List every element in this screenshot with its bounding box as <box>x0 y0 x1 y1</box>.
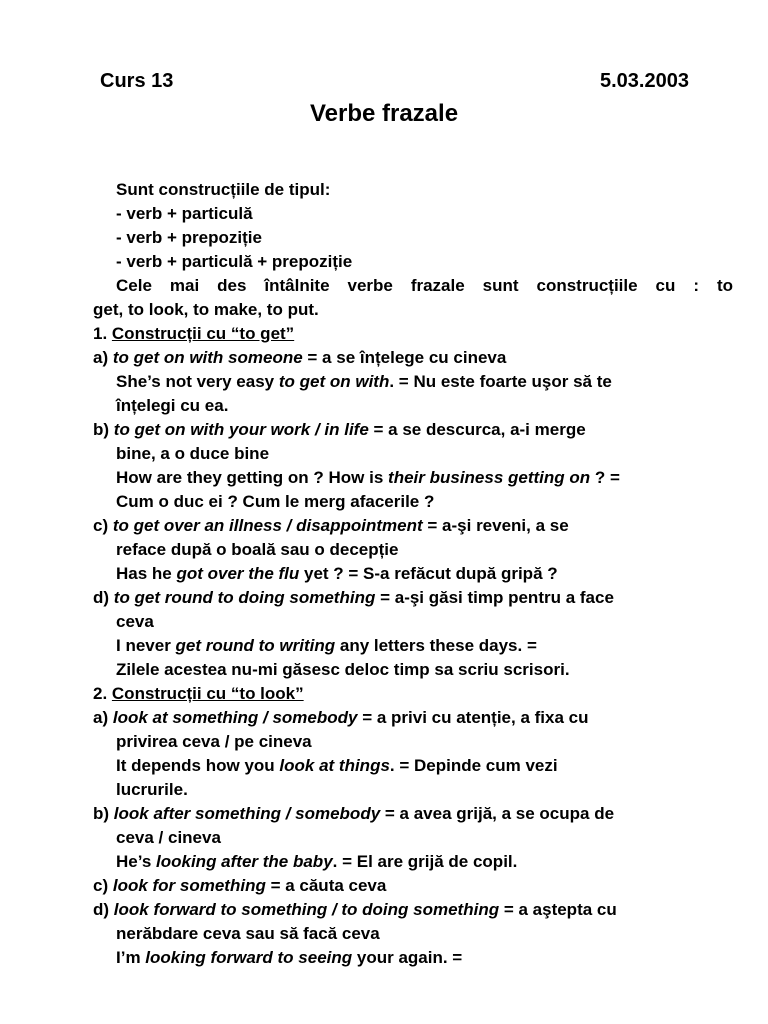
text-segment: a) <box>93 708 113 727</box>
text-line <box>93 346 733 370</box>
text-segment: . = El are grijă de copil. <box>332 852 518 871</box>
phrasal-verb: get round to writing <box>175 636 336 655</box>
text-line <box>93 778 733 802</box>
text-segment: . = Nu este foarte uşor să te <box>389 372 612 391</box>
text-segment: She’s not very easy <box>116 372 279 391</box>
text-segment: ceva <box>116 612 154 631</box>
text-line <box>93 802 733 826</box>
text-line <box>93 898 733 922</box>
text-segment: privirea ceva / pe cineva <box>116 732 312 751</box>
text-segment: I’m <box>116 948 146 967</box>
phrasal-verb: looking forward to seeing <box>145 948 353 967</box>
text-segment: Has he <box>116 564 177 583</box>
text-segment: ceva / cineva <box>116 828 221 847</box>
phrasal-verb: look forward to something / to doing something <box>113 900 500 919</box>
text-segment: b) <box>93 804 114 823</box>
text-line <box>93 586 733 610</box>
phrasal-verb: looking after the baby <box>156 852 333 871</box>
text-segment: I never <box>116 636 176 655</box>
text-segment: It depends how you <box>116 756 280 775</box>
text-segment: = a căuta ceva <box>265 876 387 895</box>
text-line <box>93 250 733 274</box>
text-segment: = a se înțelege cu cineva <box>302 348 507 367</box>
text-line <box>93 538 733 562</box>
text-line <box>93 274 733 298</box>
text-line <box>93 610 733 634</box>
text-segment: a) <box>93 348 113 367</box>
text-line <box>93 466 733 490</box>
text-line <box>93 730 733 754</box>
text-segment: c) <box>93 876 113 895</box>
text-segment: He’s <box>116 852 157 871</box>
text-line <box>93 850 733 874</box>
text-line <box>93 874 733 898</box>
text-segment: = a-şi reveni, a se <box>422 516 569 535</box>
text-segment: Sunt construcțiile de tipul: <box>116 180 331 199</box>
text-segment: nerăbdare ceva sau să facă ceva <box>116 924 380 943</box>
text-segment: = a avea grijă, a se ocupa de <box>380 804 615 823</box>
text-line <box>93 562 733 586</box>
text-segment: = a se descurca, a-i merge <box>368 420 586 439</box>
text-segment: . = Depinde cum vezi <box>389 756 558 775</box>
text-segment: b) <box>93 420 114 439</box>
text-segment: - verb + particulă <box>116 204 253 223</box>
text-segment: d) <box>93 588 114 607</box>
text-line <box>93 826 733 850</box>
text-line <box>93 706 733 730</box>
text-line <box>93 370 733 394</box>
text-segment: - verb + prepoziție <box>116 228 262 247</box>
document-body <box>93 178 733 970</box>
text-segment: 2. <box>93 684 112 703</box>
text-line <box>93 394 733 418</box>
text-segment: Zilele acestea nu-mi găsesc deloc timp sa scriu scrisori. <box>116 660 570 679</box>
phrasal-verb: to get on with <box>278 372 390 391</box>
text-line <box>93 946 733 970</box>
text-line <box>93 922 733 946</box>
text-segment: ? = <box>590 468 620 487</box>
section-heading: Construcții cu “to get” <box>111 324 295 343</box>
phrasal-verb: to get over an illness / disappointment <box>112 516 423 535</box>
text-segment: c) <box>93 516 113 535</box>
text-segment: reface după o boală sau o decepție <box>116 540 399 559</box>
text-segment: Cum o duc ei ? Cum le merg afacerile ? <box>116 492 435 511</box>
text-segment: bine, a o duce bine <box>116 444 270 463</box>
text-segment: yet ? = S-a refăcut după gripă ? <box>299 564 558 583</box>
phrasal-verb: look after something / somebody <box>113 804 381 823</box>
text-segment: any letters these days. = <box>335 636 537 655</box>
text-line <box>93 490 733 514</box>
text-line <box>93 178 733 202</box>
text-segment: = a privi cu atenție, a fixa cu <box>357 708 589 727</box>
phrasal-verb: to get on with someone <box>112 348 303 367</box>
text-segment: - verb + particulă + prepoziție <box>116 252 353 271</box>
text-segment: How are they getting on ? How is <box>116 468 389 487</box>
text-line <box>93 634 733 658</box>
page-title: Verbe frazale <box>309 100 459 127</box>
text-line <box>93 658 733 682</box>
text-segment: Cele mai des întâlnite verbe frazale sunt construcțiile cu : to <box>116 276 733 295</box>
phrasal-verb: to get round to doing something <box>113 588 376 607</box>
text-segment: your again. = <box>352 948 463 967</box>
text-segment: lucrurile. <box>116 780 188 799</box>
text-segment: = a-şi găsi timp pentru a face <box>375 588 614 607</box>
text-line <box>93 754 733 778</box>
date-label: 5.03.2003 <box>600 70 689 92</box>
text-line <box>93 202 733 226</box>
text-line <box>93 682 733 706</box>
phrasal-verb: look at things <box>279 756 390 775</box>
text-segment: înțelegi cu ea. <box>116 396 229 415</box>
text-segment: 1. <box>93 324 112 343</box>
text-line <box>93 322 733 346</box>
phrasal-verb: look at something / somebody <box>112 708 358 727</box>
text-segment: get, to look, to make, to put. <box>93 300 319 319</box>
text-line <box>93 442 733 466</box>
text-segment: = a aştepta cu <box>499 900 617 919</box>
text-line <box>93 514 733 538</box>
text-segment: d) <box>93 900 114 919</box>
phrasal-verb: their business getting on <box>388 468 591 487</box>
phrasal-verb: to get on with your work / in life <box>113 420 369 439</box>
course-label: Curs 13 <box>100 70 174 92</box>
text-line <box>93 298 733 322</box>
text-line <box>93 226 733 250</box>
phrasal-verb: got over the flu <box>176 564 300 583</box>
phrasal-verb: look for something <box>112 876 266 895</box>
text-line <box>93 418 733 442</box>
section-heading: Construcții cu “to look” <box>111 684 304 703</box>
